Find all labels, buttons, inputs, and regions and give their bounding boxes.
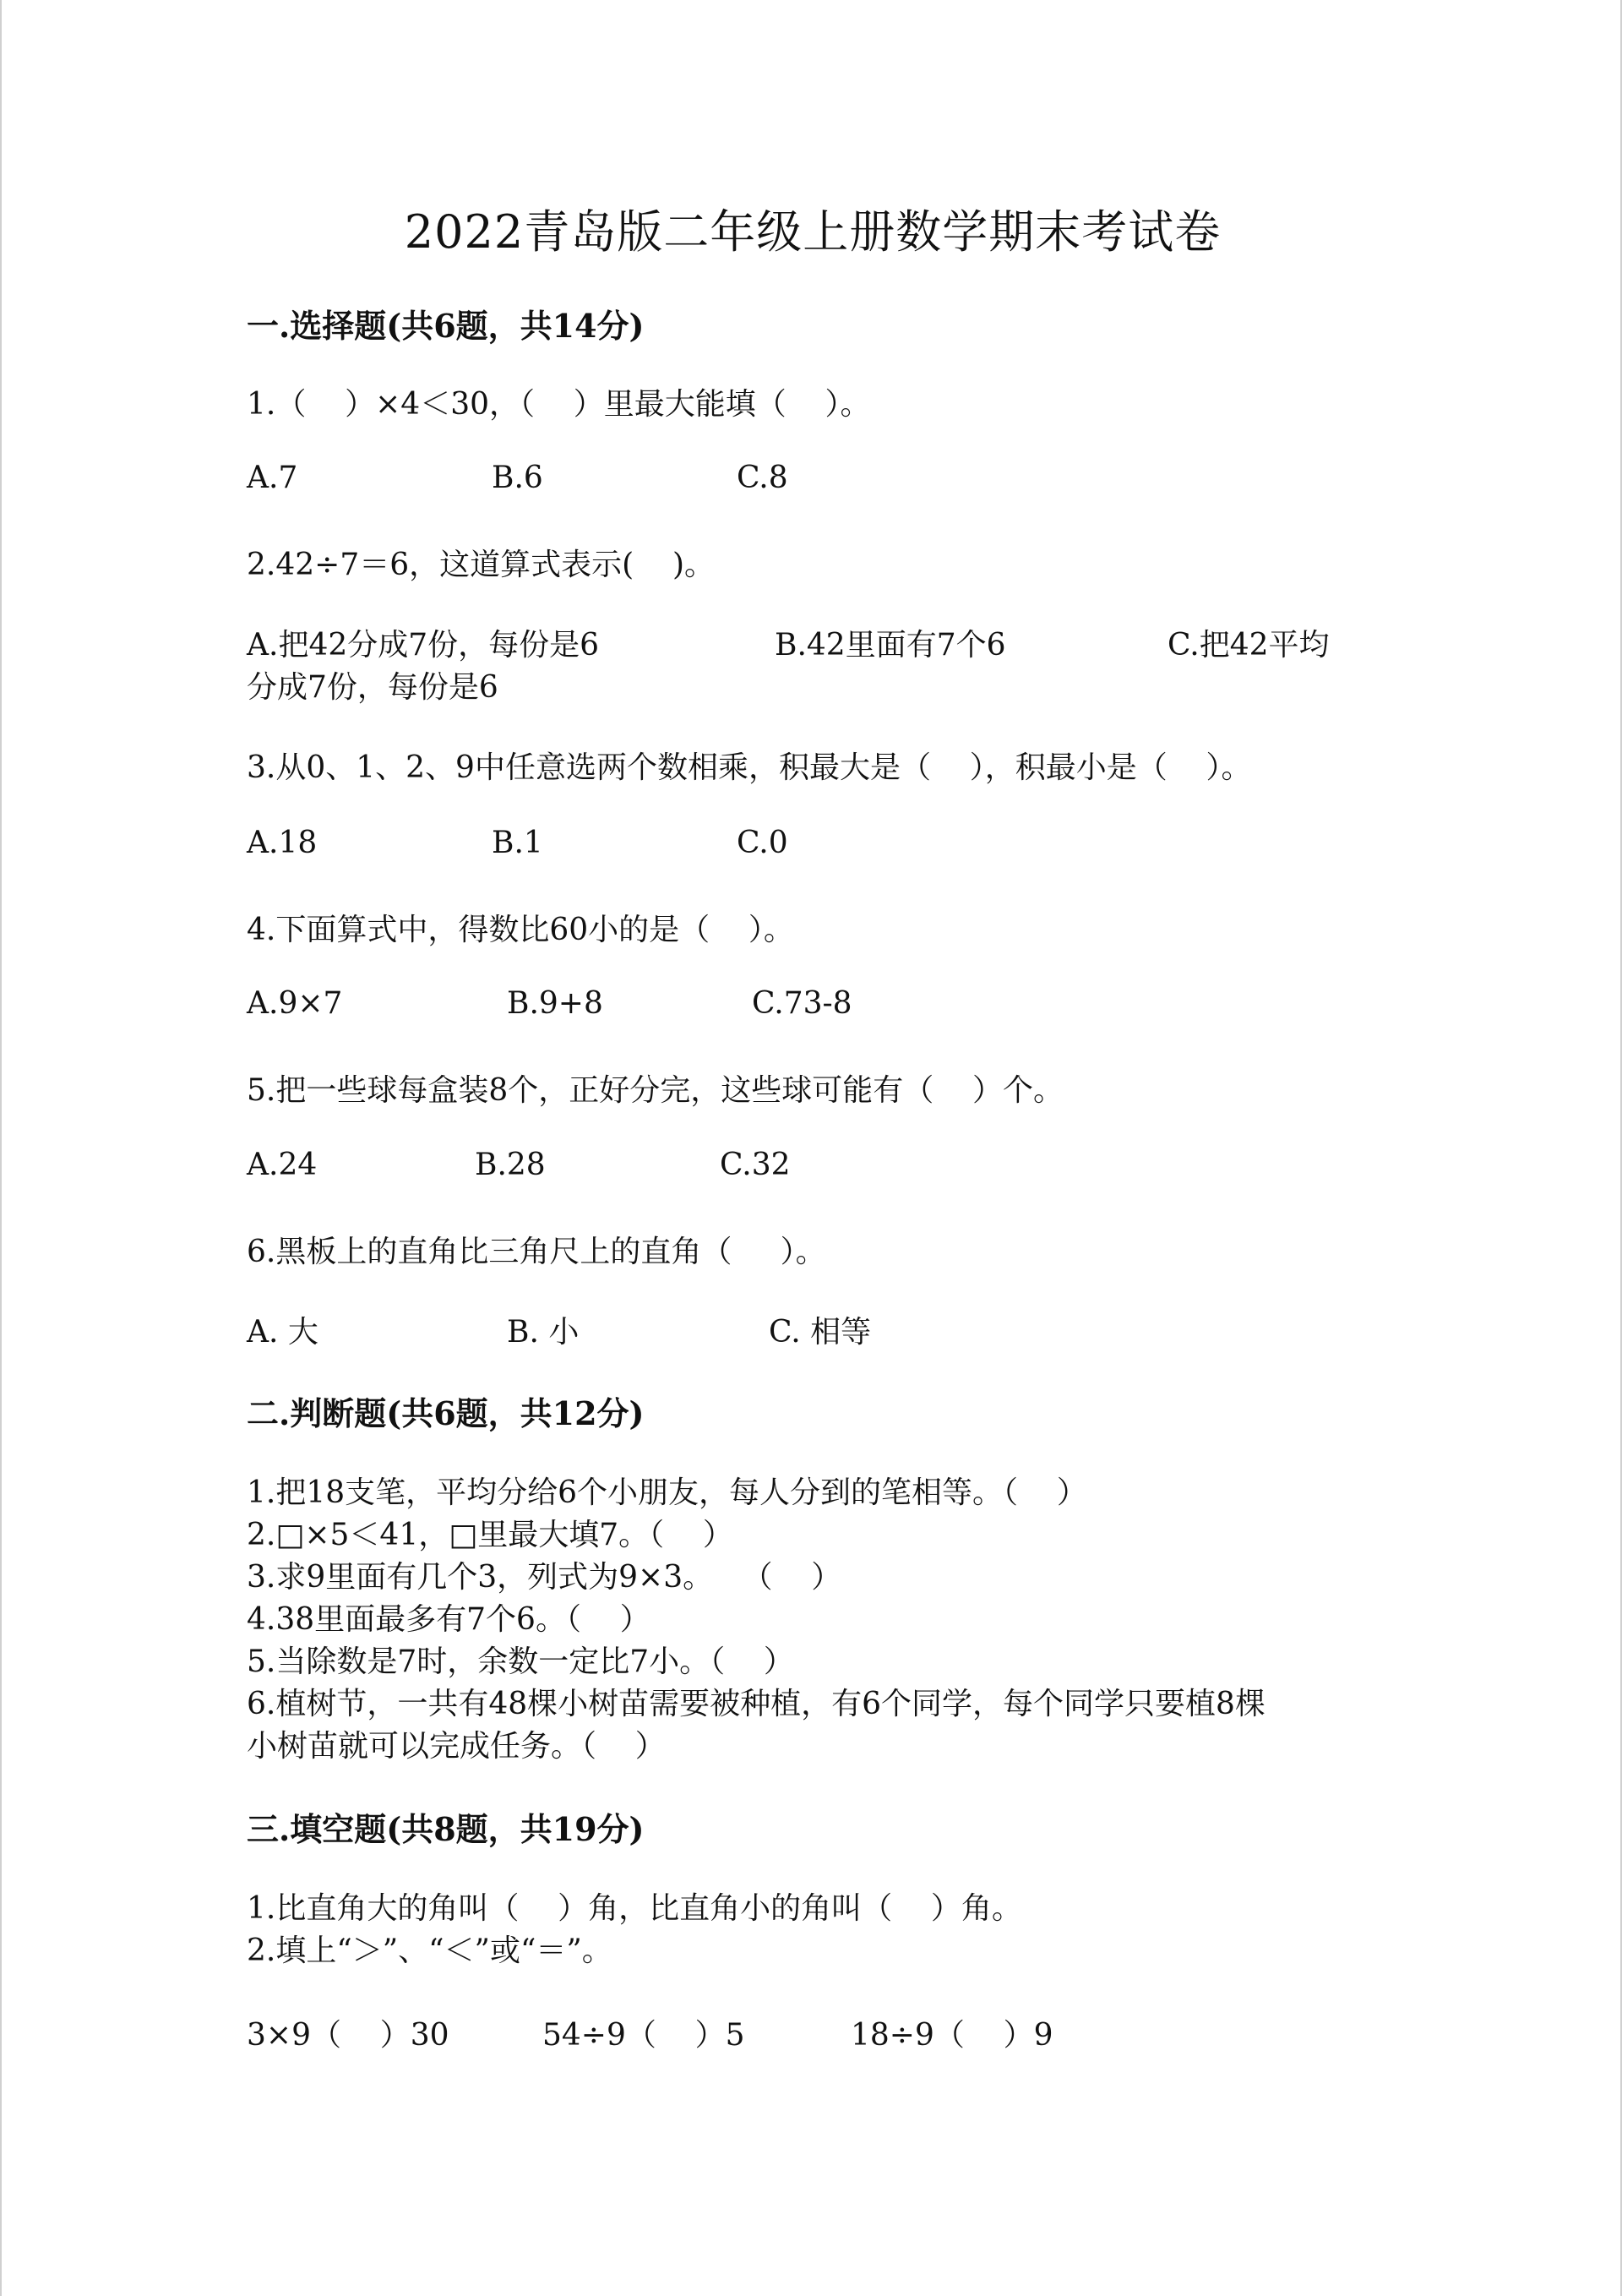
- option-a: A.9×7: [247, 986, 343, 1021]
- question-text: 1.（ ）×4＜30，（ ）里最大能填（ ）。: [247, 387, 871, 422]
- question-text: 2.42÷7＝6，这道算式表示( )。: [247, 548, 715, 582]
- option-a: A.24: [247, 1148, 318, 1182]
- question-text: 6.黑板上的直角比三角尺上的直角（ ）。: [247, 1235, 826, 1269]
- judge-item: 4.38里面最多有7个6。（ ）: [247, 1602, 650, 1637]
- option-a: A.把42分成7份，每份是6: [247, 628, 600, 663]
- section-heading-judge: 二.判断题(共6题，共12分): [247, 1394, 645, 1432]
- question-text: 4.下面算式中，得数比60小的是（ ）。: [247, 913, 794, 947]
- option-c: C.32: [720, 1148, 791, 1182]
- question-text: 3.从0、1、2、9中任意选两个数相乘，积最大是（ ），积最小是（ ）。: [247, 750, 1252, 785]
- option-a: A.18: [247, 826, 318, 860]
- option-c: C. 相等: [769, 1315, 872, 1350]
- option-b: B.6: [492, 461, 543, 495]
- page-title: 2022青岛版二年级上册数学期末考试卷: [404, 205, 1222, 259]
- question-text: 5.把一些球每盒装8个，正好分完，这些球可能有（ ）个。: [247, 1073, 1064, 1108]
- option-b: B.28: [475, 1148, 546, 1182]
- option-b: B.1: [492, 826, 543, 860]
- compare-item: 54÷9（ ）5: [542, 2018, 745, 2053]
- judge-item: 1.把18支笔，平均分给6个小朋友，每人分到的笔相等。（ ）: [247, 1475, 1087, 1510]
- judge-item: 2.□×5＜41，□里最大填7。（ ）: [247, 1518, 733, 1552]
- judge-item: 3.求9里面有几个3，列式为9×3。 （ ）: [247, 1560, 842, 1595]
- fill-item: 2.填上“＞”、“＜”或“＝”。: [247, 1933, 612, 1968]
- compare-item: 18÷9（ ）9: [851, 2018, 1053, 2053]
- option-b: B. 小: [507, 1315, 580, 1350]
- compare-item: 3×9（ ）30: [247, 2018, 449, 2053]
- option-b: B.42里面有7个6: [775, 628, 1006, 663]
- section-heading-fill: 三.填空题(共8题，共19分): [247, 1810, 645, 1848]
- option-c: C.0: [737, 826, 788, 860]
- option-a: A. 大: [247, 1315, 318, 1350]
- judge-item-continuation: 小树苗就可以完成任务。（ ）: [247, 1729, 666, 1764]
- option-a: A.7: [247, 461, 298, 495]
- fill-item: 1.比直角大的角叫（ ）角，比直角小的角叫（ ）角。: [247, 1891, 1022, 1926]
- section-heading-choice: 一.选择题(共6题，共14分): [247, 307, 645, 345]
- judge-item: 5.当除数是7时，余数一定比7小。（ ）: [247, 1644, 794, 1679]
- option-c: C.73-8: [752, 986, 852, 1021]
- option-c: C.把42平均: [1168, 628, 1330, 663]
- option-b: B.9+8: [507, 986, 603, 1021]
- judge-item: 6.植树节，一共有48棵小树苗需要被种植，有6个同学，每个同学只要植8棵: [247, 1687, 1265, 1721]
- option-c: C.8: [737, 461, 788, 495]
- option-continuation: 分成7份，每份是6: [247, 670, 498, 705]
